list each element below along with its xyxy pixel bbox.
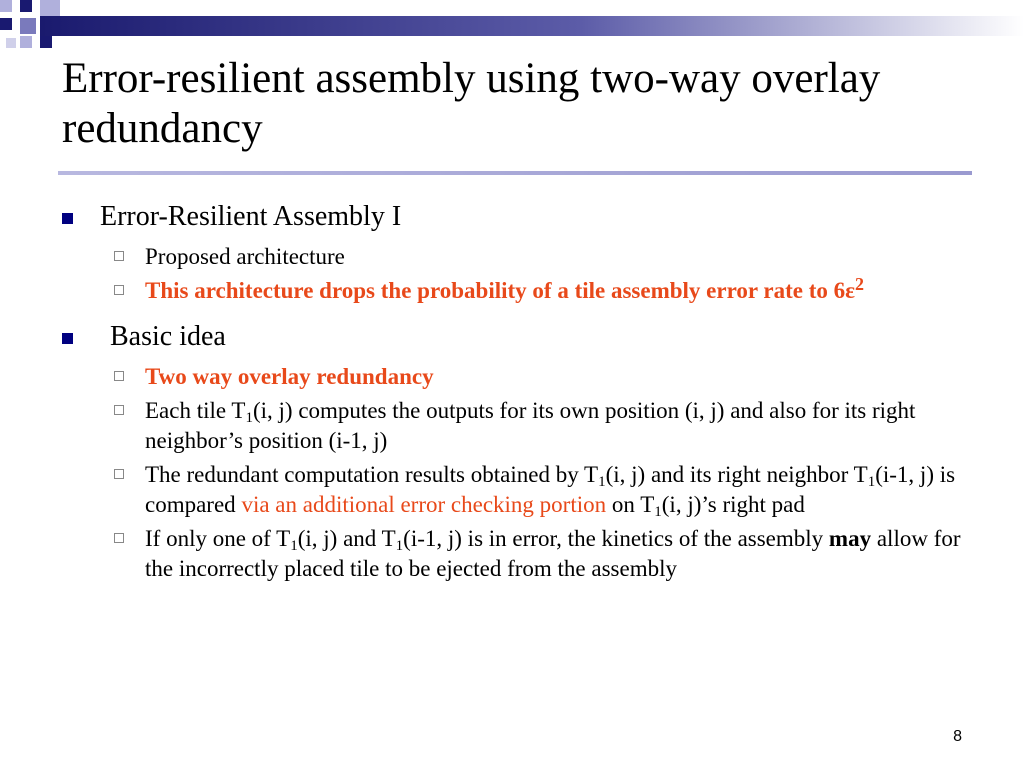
bullet-text: (i, j) and its right neighbor T <box>605 462 868 487</box>
bullet-text: Two way overlay redundancy <box>145 364 434 389</box>
sub-bullet <box>62 524 962 584</box>
sub-bullet <box>62 396 962 456</box>
slide-body <box>62 200 962 588</box>
hollow-square-bullet-icon <box>114 533 124 543</box>
bullet-text: (i-1, j) is in error, the kinetics of the assembly <box>403 526 829 551</box>
hollow-square-bullet-icon <box>114 251 124 261</box>
subscript: 1 <box>395 538 404 554</box>
highlighted-text: via an additional error checking portion <box>241 492 607 517</box>
hollow-square-bullet-icon <box>114 469 124 479</box>
bullet-text: This architecture drops the probability of a tile assembly error rate to 6ε <box>145 278 855 303</box>
hollow-square-bullet-icon <box>114 405 124 415</box>
square-bullet-icon <box>62 333 73 344</box>
bullet-text: (i, j) and T <box>297 526 396 551</box>
bold-text: may <box>828 526 872 551</box>
hollow-square-bullet-icon <box>114 285 124 295</box>
bullet-text: (i, j)’s right pad <box>661 492 805 517</box>
header-squares-graphic <box>0 0 1024 60</box>
hollow-square-bullet-icon <box>114 371 124 381</box>
slide-title: Error-resilient assembly using two-way overlay redundancy <box>62 55 881 152</box>
subscript: 1 <box>598 474 606 490</box>
bullet-text: allow for the incorrectly placed tile to be ejected from the assembly <box>145 526 961 581</box>
subscript: 1 <box>867 474 876 490</box>
bullet-section-1 <box>62 200 962 234</box>
title-divider <box>58 162 972 166</box>
sub-bullet <box>62 276 962 306</box>
bullet-text: on T <box>606 492 655 517</box>
square-bullet-icon <box>62 213 73 224</box>
section-heading: Basic idea <box>110 321 226 352</box>
subscript: 1 <box>290 538 298 554</box>
sub-bullet <box>62 460 962 520</box>
bullet-text: (i-1, j) is compared <box>145 462 956 517</box>
bullet-text: If only one of T <box>145 526 291 551</box>
bullet-section-2 <box>62 320 962 354</box>
page-number: 8 <box>953 728 962 745</box>
sub-bullet <box>62 362 962 392</box>
header-decoration <box>0 0 1024 60</box>
bullet-text: Proposed architecture <box>145 244 345 269</box>
subscript: 1 <box>245 410 253 426</box>
bullet-text: (i, j) computes the outputs for its own position (i, j) and also for its right neighbor’s position (i-1, j) <box>145 398 916 453</box>
bullet-text: Each tile T <box>145 398 246 423</box>
superscript: 2 <box>855 274 864 294</box>
section-heading: Error-Resilient Assembly I <box>100 201 402 232</box>
bullet-text: The redundant computation results obtained by T <box>145 462 599 487</box>
subscript: 1 <box>654 504 662 520</box>
sub-bullet <box>62 242 962 272</box>
